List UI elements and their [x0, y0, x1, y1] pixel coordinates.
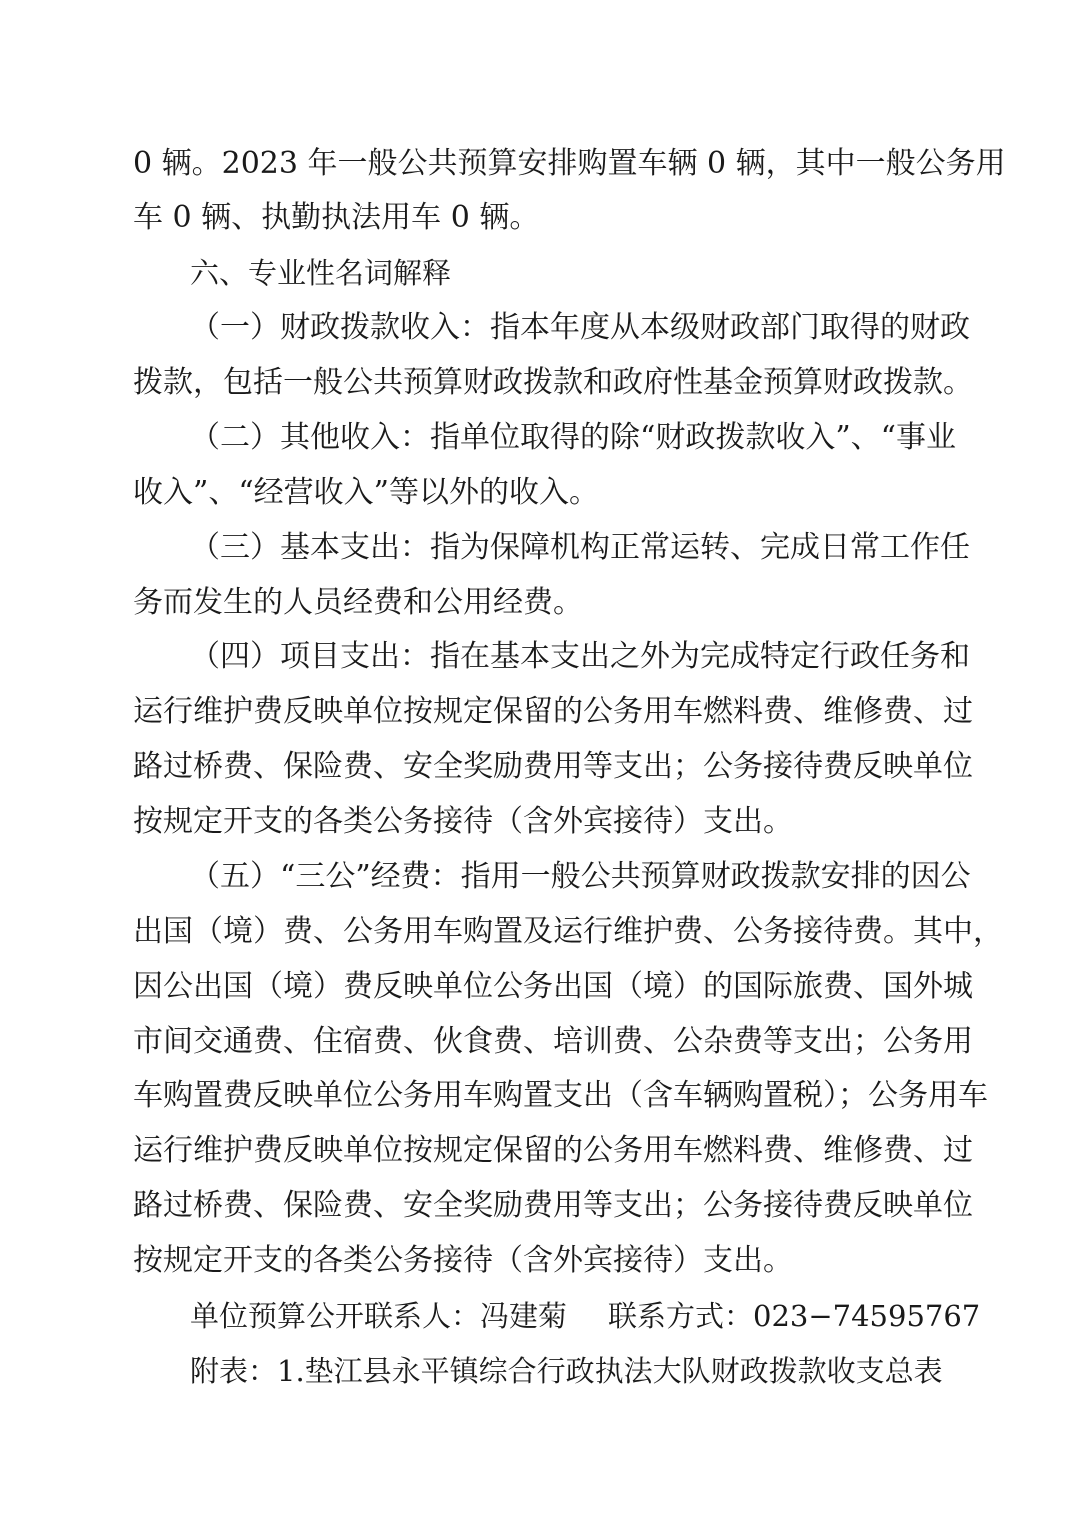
paragraph-line: 车 0 辆、执勤执法用车 0 辆。 — [133, 200, 540, 235]
contact-phone: 联系方式：023−74595767 — [608, 1299, 981, 1333]
paragraph-line: （五）“三公”经费：指用一般公共预算财政拨款安排的因公 — [190, 859, 971, 894]
paragraph-line: 市间交通费、住宿费、伙食费、培训费、公杂费等支出；公务用 — [133, 1024, 973, 1059]
paragraph-line: 按规定开支的各类公务接待（含外宾接待）支出。 — [133, 804, 793, 839]
contact-person: 单位预算公开联系人：冯建菊 — [190, 1299, 568, 1333]
paragraph-line: 拨款，包括一般公共预算财政拨款和政府性基金预算财政拨款。 — [133, 365, 973, 400]
paragraph-line: 务而发生的人员经费和公用经费。 — [133, 585, 583, 620]
paragraph-line: （四）项目支出：指在基本支出之外为完成特定行政任务和 — [190, 639, 970, 674]
paragraph-line: 出国（境）费、公务用车购置及运行维护费、公务接待费。其中， — [133, 914, 1003, 949]
paragraph-line: 按规定开支的各类公务接待（含外宾接待）支出。 — [133, 1243, 793, 1278]
paragraph-line: 因公出国（境）费反映单位公务出国（境）的国际旅费、国外城 — [133, 969, 973, 1004]
paragraph-line: 运行维护费反映单位按规定保留的公务用车燃料费、维修费、过 — [133, 1133, 973, 1168]
paragraph-line: 路过桥费、保险费、安全奖励费用等支出；公务接待费反映单位 — [133, 749, 973, 784]
paragraph-line: （二）其他收入：指单位取得的除“财政拨款收入”、“事业 — [190, 420, 957, 455]
contact-row — [190, 1296, 981, 1336]
paragraph-line: 车购置费反映单位公务用车购置支出（含车辆购置税）；公务用车 — [133, 1078, 988, 1113]
paragraph-line: （三）基本支出：指为保障机构正常运转、完成日常工作任 — [190, 530, 970, 565]
attachment-line: 附表：1.垫江县永平镇综合行政执法大队财政拨款收支总表 — [190, 1354, 943, 1388]
paragraph-line: （一）财政拨款收入：指本年度从本级财政部门取得的财政 — [190, 310, 970, 345]
paragraph-line: 0 辆。2023 年一般公共预算安排购置车辆 0 辆，其中一般公务用 — [133, 146, 1006, 181]
section-heading: 六、专业性名词解释 — [190, 256, 452, 290]
paragraph-line: 收入”、“经营收入”等以外的收入。 — [133, 475, 600, 510]
paragraph-line: 运行维护费反映单位按规定保留的公务用车燃料费、维修费、过 — [133, 694, 973, 729]
paragraph-line: 路过桥费、保险费、安全奖励费用等支出；公务接待费反映单位 — [133, 1188, 973, 1223]
